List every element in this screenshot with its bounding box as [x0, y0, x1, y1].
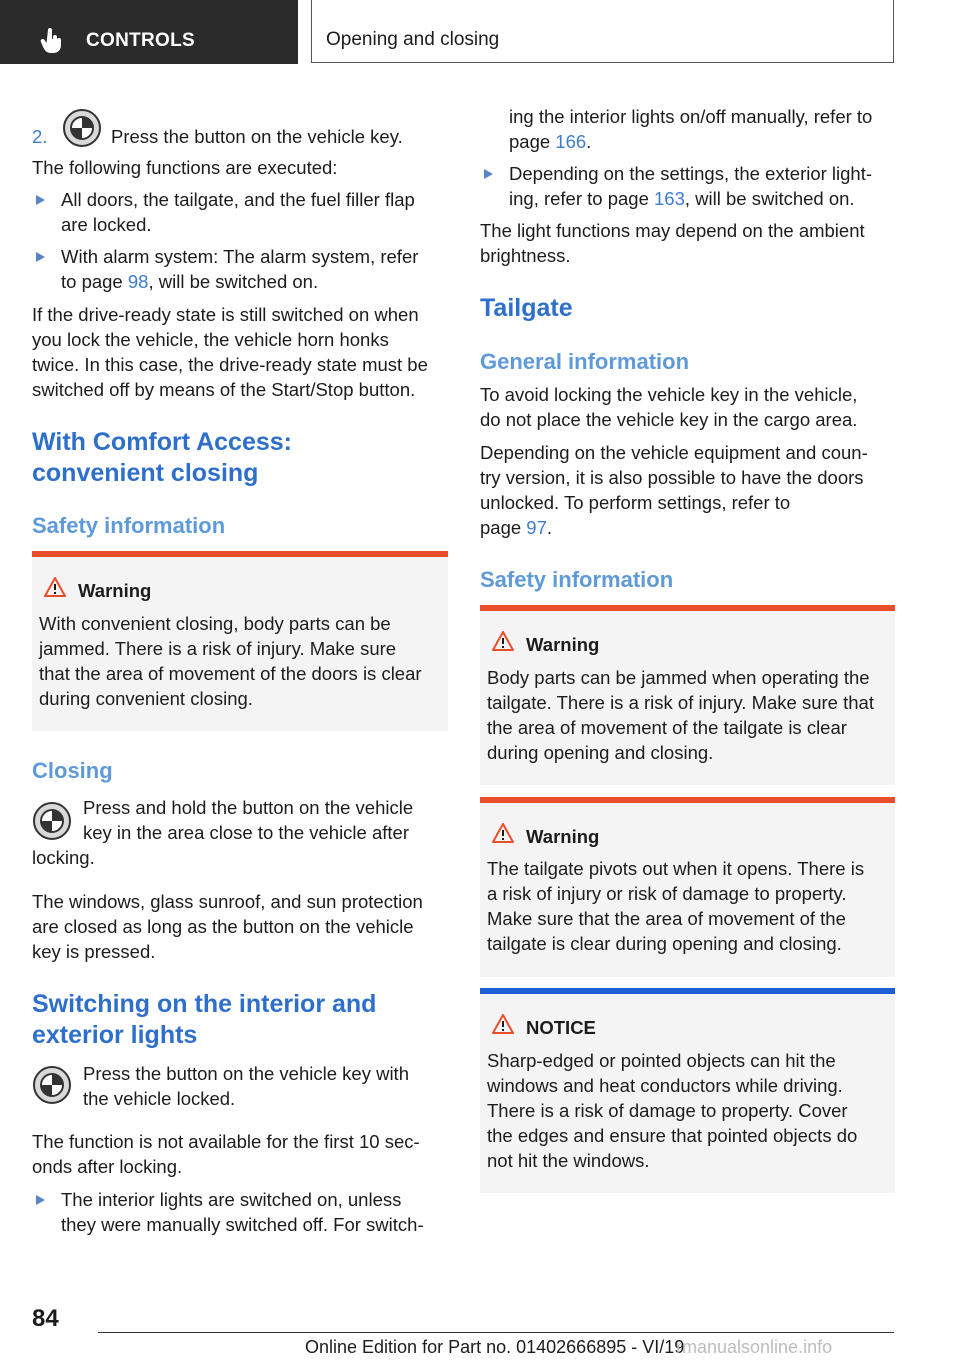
watermark-text: rmanualsonline.info [676, 1337, 833, 1357]
heading-tailgate: Tailgate [480, 294, 573, 322]
paragraph-line: you lock the vehicle, the vehicle horn honks [32, 329, 389, 350]
warning-text: that the area of movement of the doors is clear [39, 663, 422, 684]
page-link[interactable]: 98 [127, 271, 149, 292]
footer-divider [98, 1332, 894, 1333]
paragraph-line: switched off by means of the Start/Stop button. [32, 379, 416, 400]
vehicle-key-button-icon [32, 1065, 72, 1105]
warning-text: Body parts can be jammed when operating the [487, 667, 870, 688]
warning-text: With convenient closing, body parts can be [39, 613, 391, 634]
bullet-text: they were manually switched off. For switch- [61, 1214, 424, 1235]
paragraph-line: try version, it is also possible to have the doors [480, 467, 864, 488]
text: to page [61, 271, 128, 292]
paragraph-line: key is pressed. [32, 941, 156, 962]
warning-bar [32, 551, 448, 557]
paragraph-line: unlocked. To perform settings, refer to [480, 492, 791, 513]
heading-safety-information: Safety information [480, 567, 674, 592]
warning-title: Warning [526, 826, 600, 847]
warning-box [480, 605, 895, 785]
text: . [586, 131, 592, 152]
warning-box [480, 797, 895, 977]
text: . [546, 517, 553, 538]
closing-text: key in the area close to the vehicle after [83, 822, 409, 843]
heading-safety-information: Safety information [32, 513, 226, 538]
warning-text: during opening and closing. [487, 742, 714, 763]
text: , will be switched on. [684, 188, 855, 209]
bullet-triangle-icon [36, 195, 45, 205]
text: page [480, 517, 527, 538]
following-text: The following functions are executed: [32, 157, 338, 178]
chapter-tab [311, 0, 894, 63]
paragraph-line: To avoid locking the vehicle key in the vehicle, [480, 384, 858, 405]
section-tab [0, 0, 298, 64]
switch-text: the vehicle locked. [83, 1088, 236, 1109]
notice-text: the edges and ensure that pointed objects do [487, 1125, 858, 1146]
vehicle-key-button-icon [62, 108, 102, 148]
paragraph-line: twice. In this case, the drive-ready state must be [32, 354, 428, 375]
bullet-triangle-icon [36, 252, 45, 262]
page-number: 84 [32, 1305, 59, 1332]
warning-text: The tailgate pivots out when it opens. There is [487, 858, 865, 879]
bullet-text: Depending on the settings, the exterior light- [509, 163, 873, 184]
warning-triangle-icon [492, 1014, 514, 1034]
step-number: 2. [32, 126, 48, 147]
page-link[interactable]: 163 [654, 188, 685, 209]
page-link[interactable]: 97 [526, 517, 547, 538]
paragraph-line: are closed as long as the button on the vehicle [32, 916, 414, 937]
warning-text: the area of movement of the tailgate is clear [487, 717, 847, 738]
warning-bar [480, 605, 895, 611]
edition-text: Online Edition for Part no. 01402666895 - VI/19 [305, 1337, 685, 1357]
heading-comfort-access: convenient closing [32, 459, 259, 487]
bullet-triangle-icon [36, 1195, 45, 1205]
warning-text: tailgate is clear during opening and closing. [487, 933, 842, 954]
bullet-text [509, 129, 591, 155]
warning-box [32, 551, 448, 731]
paragraph-line: The windows, glass sunroof, and sun protection [32, 891, 423, 912]
notice-text: Sharp-edged or pointed objects can hit the [487, 1050, 836, 1071]
closing-text: locking. [32, 847, 95, 868]
paragraph-line: The function is not available for the first 10 sec- [32, 1131, 420, 1152]
heading-closing: Closing [32, 758, 113, 783]
closing-text: Press and hold the button on the vehicle [83, 797, 414, 818]
text: , will be switched on. [148, 271, 319, 292]
heading-switching-lights: exterior lights [32, 1021, 198, 1049]
warning-title: Warning [526, 634, 600, 655]
chapter-label: Opening and closing [326, 29, 500, 50]
warning-text: tailgate. There is a risk of injury. Make sure that [487, 692, 874, 713]
bullet-text: are locked. [61, 214, 152, 235]
page-link[interactable]: 166 [555, 131, 587, 152]
heading-switching-lights: Switching on the interior and [32, 990, 377, 1018]
warning-text: a risk of injury or risk of damage to property. [487, 883, 847, 904]
warning-text: during convenient closing. [39, 688, 253, 709]
step-text: Press the button on the vehicle key. [111, 126, 403, 147]
bullet-text: ing the interior lights on/off manually, refer to [509, 106, 873, 127]
paragraph-line: onds after locking. [32, 1156, 183, 1177]
bullet-text [509, 186, 855, 212]
paragraph-line: brightness. [480, 245, 571, 266]
paragraph-line: Depending on the vehicle equipment and coun- [480, 442, 868, 463]
bullet-text: All doors, the tailgate, and the fuel filler flap [61, 189, 415, 210]
hand-icon [40, 28, 64, 54]
text: ing, refer to page [509, 188, 655, 209]
paragraph-line [480, 515, 552, 541]
bullet-text: With alarm system: The alarm system, refer [61, 246, 419, 267]
heading-general-information: General information [480, 349, 690, 374]
bullet-text [61, 269, 318, 295]
warning-text: jammed. There is a risk of injury. Make sure [39, 638, 397, 659]
bullet-triangle-icon [484, 169, 493, 179]
warning-bar [480, 797, 895, 803]
warning-triangle-icon [44, 577, 66, 597]
notice-text: not hit the windows. [487, 1150, 650, 1171]
bullet-text: The interior lights are switched on, unless [61, 1189, 402, 1210]
notice-box [480, 988, 895, 1193]
warning-text: Make sure that the area of movement of the [487, 908, 846, 929]
paragraph-line: do not place the vehicle key in the cargo area. [480, 409, 858, 430]
notice-title: NOTICE [526, 1017, 596, 1038]
paragraph-line: If the drive-ready state is still switched on when [32, 304, 419, 325]
warning-triangle-icon [492, 823, 514, 843]
notice-text: There is a risk of damage to property. Cover [487, 1100, 848, 1121]
text: page [509, 131, 556, 152]
heading-comfort-access: With Comfort Access: [32, 428, 292, 456]
warning-title: Warning [78, 580, 152, 601]
warning-triangle-icon [492, 631, 514, 651]
switch-text: Press the button on the vehicle key with [83, 1063, 409, 1084]
vehicle-key-button-icon [32, 801, 72, 841]
section-label: CONTROLS [86, 30, 196, 51]
notice-text: windows and heat conductors while driving. [487, 1075, 843, 1096]
page-header [0, 0, 960, 66]
notice-bar [480, 988, 895, 994]
paragraph-line: The light functions may depend on the ambient [480, 220, 865, 241]
